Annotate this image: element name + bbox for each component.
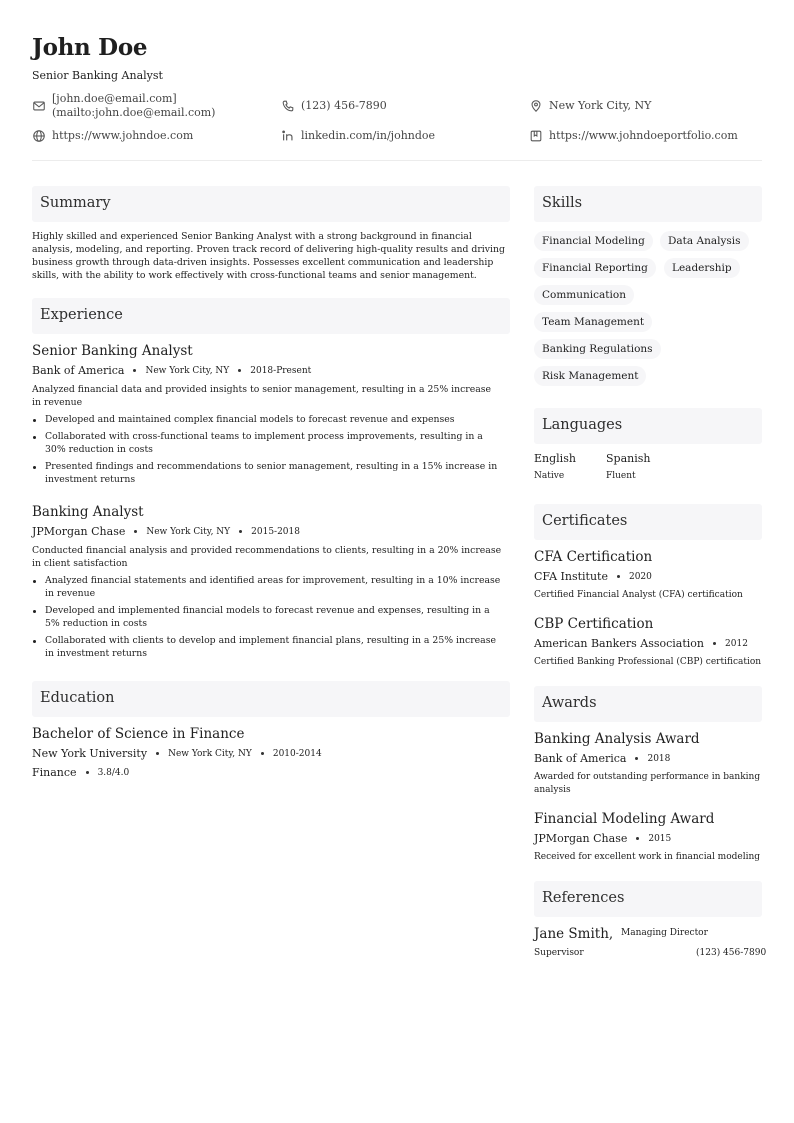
separator-dot (133, 369, 136, 372)
references-section-header (534, 881, 762, 917)
contact-linkedin[interactable] (281, 129, 435, 143)
certificate-issuer: American Bankers Association (534, 637, 705, 650)
skill-chip: Communication (534, 285, 634, 305)
summary-text: Highly skilled and experienced Senior Banking Analyst with a strong background in financial analysis, modeling, and reporting. Proven track record of delivering high-quality results and driving business growth through data-driven insights. Possesses excellent communication and leadership skills, with the ability to work effectively with cross-functional teams and senior management. (32, 231, 505, 281)
job-bullets (32, 574, 502, 664)
reference-position: Managing Director (621, 928, 708, 938)
job-bullet: Presented findings and recommendations to senior management, resulting in a 15% increase in investment returns (32, 460, 502, 486)
contact-portfolio[interactable] (529, 129, 738, 143)
education-field: Finance (32, 766, 77, 779)
separator-dot (617, 575, 620, 578)
job-location: New York City, NY (145, 365, 230, 376)
award-description: Received for excellent work in financial modeling (534, 852, 761, 862)
candidate-title: Senior Banking Analyst (32, 69, 163, 82)
school-location: New York City, NY (168, 748, 252, 759)
certificate-description: Certified Banking Professional (CBP) certification (534, 657, 762, 667)
separator-dot (713, 642, 716, 645)
awards-heading: Awards (542, 695, 597, 711)
summary-section-header (32, 186, 510, 222)
job-dates: 2018-Present (250, 365, 312, 376)
award-issuer: Bank of America (534, 752, 627, 765)
job-company: JPMorgan Chase (32, 525, 126, 538)
contact-website[interactable] (32, 129, 193, 143)
award-issuer: JPMorgan Chase (534, 832, 628, 845)
separator-dot (636, 837, 639, 840)
education-heading: Education (40, 690, 115, 706)
certificate-issuer: CFA Institute (534, 570, 608, 583)
contact-phone[interactable] (281, 99, 387, 113)
certificate-description: Certified Financial Analyst (CFA) certification (534, 590, 743, 600)
reference-name: Jane Smith, (534, 926, 614, 942)
award-title: Financial Modeling Award (534, 811, 715, 827)
contact-location (529, 99, 651, 113)
experience-heading: Experience (40, 307, 123, 323)
candidate-name: John Doe (32, 34, 148, 61)
certificates-section-header (534, 504, 762, 540)
certificate-title: CBP Certification (534, 616, 654, 632)
portfolio-text: https://www.johndoeportfolio.com (549, 129, 738, 142)
education-field-meta (32, 766, 129, 779)
separator-dot (261, 752, 264, 755)
portfolio-icon (529, 129, 543, 143)
education-gpa: 3.8/4.0 (97, 767, 130, 778)
certificate-meta (534, 637, 748, 650)
certificate-year: 2012 (725, 638, 748, 649)
certificates-heading: Certificates (542, 513, 628, 529)
email-text: [john.doe@email.com] (mailto:john.doe@email.com) (52, 92, 216, 119)
job-meta (32, 364, 311, 377)
job-bullet: Developed and maintained complex financial models to forecast revenue and expenses (32, 413, 502, 426)
skill-chip: Data Analysis (660, 231, 749, 251)
language-name: Spanish (606, 452, 651, 465)
linkedin-icon (281, 129, 295, 143)
awards-section-header (534, 686, 762, 722)
award-description: Awarded for outstanding performance in banking analysis (534, 772, 761, 795)
job-location: New York City, NY (146, 526, 231, 537)
education-dates: 2010-2014 (272, 748, 322, 759)
degree-title: Bachelor of Science in Finance (32, 726, 245, 742)
experience-section-header (32, 298, 510, 334)
award-year: 2018 (647, 753, 671, 764)
language-name: English (534, 452, 576, 465)
separator-dot (156, 752, 159, 755)
skill-chip: Financial Reporting (534, 258, 656, 278)
reference-phone[interactable]: (123) 456-7890 (696, 948, 767, 958)
skills-heading: Skills (542, 195, 583, 211)
award-year: 2015 (648, 833, 672, 844)
job-bullet: Developed and implemented financial models to forecast revenue and expenses, resulting in a 5% reduction in costs (32, 604, 502, 630)
award-meta (534, 832, 671, 845)
separator-dot (86, 771, 89, 774)
separator-dot (238, 369, 241, 372)
separator-dot (239, 530, 242, 533)
skill-chip: Leadership (664, 258, 740, 278)
education-meta (32, 747, 322, 760)
map-pin-icon (529, 99, 543, 113)
education-section-header (32, 681, 510, 717)
job-bullets (32, 413, 502, 490)
school-name: New York University (32, 747, 148, 760)
job-summary: Conducted financial analysis and provided recommendations to clients, resulting in a 20% increase in client satisfaction (32, 545, 502, 569)
languages-heading: Languages (542, 417, 623, 433)
globe-icon (32, 129, 46, 143)
language-level: Native (534, 471, 565, 481)
website-text: https://www.johndoe.com (52, 129, 194, 142)
job-title: Banking Analyst (32, 504, 144, 520)
phone-text: (123) 456-7890 (301, 99, 387, 112)
job-dates: 2015-2018 (251, 526, 300, 537)
separator-dot (134, 530, 137, 533)
skills-section-header (534, 186, 762, 222)
certificate-year: 2020 (628, 571, 652, 582)
mail-icon (32, 99, 46, 113)
skill-chip: Team Management (534, 312, 652, 332)
location-text: New York City, NY (549, 99, 652, 112)
linkedin-text: linkedin.com/in/johndoe (301, 129, 436, 142)
job-bullet: Collaborated with cross-functional teams to implement process improvements, resulting in a 30% reduction in costs (32, 430, 502, 456)
header-divider (32, 160, 762, 161)
skill-chip: Banking Regulations (534, 339, 661, 359)
summary-heading: Summary (40, 195, 111, 211)
language-level: Fluent (606, 471, 636, 481)
skill-chip: Financial Modeling (534, 231, 653, 251)
contact-email[interactable] (32, 92, 215, 120)
certificate-title: CFA Certification (534, 549, 653, 565)
separator-dot (635, 757, 638, 760)
job-bullet: Analyzed financial statements and identified areas for improvement, resulting in a 10% increase in revenue (32, 574, 502, 600)
reference-relation: Supervisor (534, 948, 584, 958)
phone-icon (281, 99, 295, 113)
job-company: Bank of America (32, 364, 125, 377)
skill-chip: Risk Management (534, 366, 646, 386)
job-summary: Analyzed financial data and provided insights to senior management, resulting in a 25% increase in revenue (32, 384, 492, 408)
award-meta (534, 752, 670, 765)
award-title: Banking Analysis Award (534, 731, 700, 747)
job-title: Senior Banking Analyst (32, 343, 193, 359)
certificate-meta (534, 570, 652, 583)
job-bullet: Collaborated with clients to develop and implement financial plans, resulting in a 25% increase in investment returns (32, 634, 502, 660)
job-meta (32, 525, 300, 538)
references-heading: References (542, 890, 625, 906)
languages-section-header (534, 408, 762, 444)
